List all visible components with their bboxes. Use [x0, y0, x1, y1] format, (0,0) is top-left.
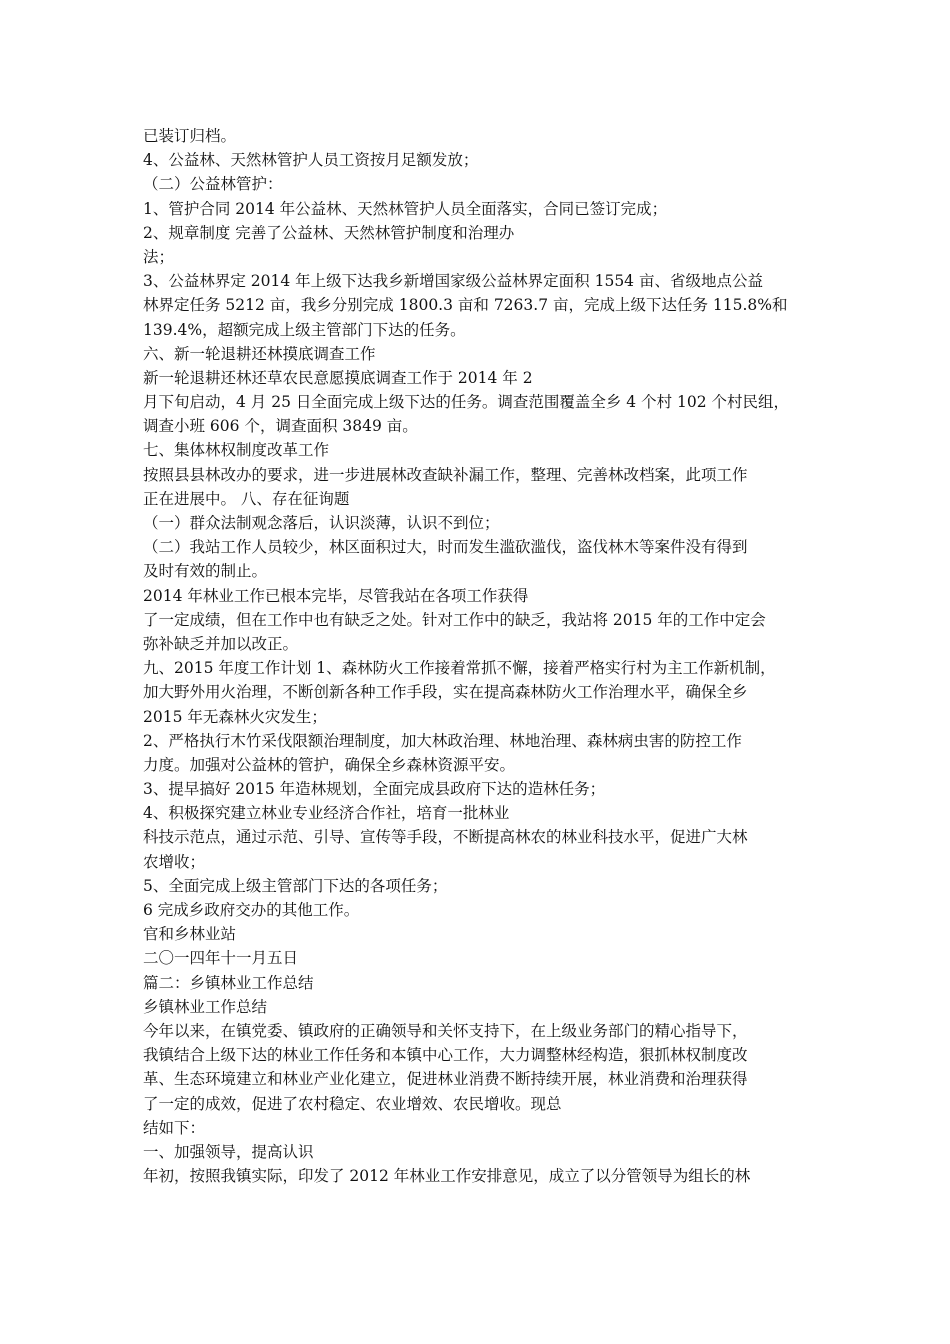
text-line: 3、公益林界定 2014 年上级下达我乡新增国家级公益林界定面积 1554 亩、省级地点公益: [143, 272, 763, 291]
text-line: 调查小班 606 个，调查面积 3849 亩。: [143, 417, 418, 436]
text-line: 乡镇林业工作总结: [143, 997, 268, 1016]
text-line: 篇二：乡镇林业工作总结: [143, 973, 314, 992]
text-line: 1、管护合同 2014 年公益林、天然林管护人员全面落实，合同已签订完成；: [143, 199, 668, 218]
text-line: 4、公益林、天然林管护人员工资按月足额发放；: [143, 151, 479, 170]
text-line: （二）我站工作人员较少，林区面积过大，时而发生滥砍滥伐，盗伐林木等案件没有得到: [143, 538, 748, 557]
text-line: 革、生态环境建立和林业产业化建立，促进林业消费不断持续开展，林业消费和治理获得: [143, 1070, 748, 1089]
text-line: 2、严格执行木竹采伐限额治理制度，加大林政治理、林地治理、森林病虫害的防控工作: [143, 731, 742, 750]
text-line: 3、提早搞好 2015 年造林规划，全面完成县政府下达的造林任务；: [143, 780, 606, 799]
text-line: 2、规章制度 完善了公益林、天然林管护制度和治理办: [143, 223, 515, 242]
text-line: 今年以来，在镇党委、镇政府的正确领导和关怀支持下，在上级业务部门的精心指导下，: [143, 1021, 748, 1040]
text-line: 九、2015 年度工作计划 1、森林防火工作接着常抓不懈，接着严格实行村为主工作新机制，: [143, 659, 776, 678]
text-line: 2015 年无森林火灾发生；: [143, 707, 327, 726]
text-line: 加大野外用火治理，不断创新各种工作手段，实在提高森林防火工作治理水平，确保全乡: [143, 683, 748, 702]
text-line: 法；: [143, 247, 175, 266]
text-line: 农增收；: [143, 852, 206, 871]
text-line: 了一定成绩，但在工作中也有缺乏之处。针对工作中的缺乏，我站将 2015 年的工作中定会: [143, 610, 766, 629]
text-line: 结如下：: [143, 1118, 206, 1137]
text-line: 林界定任务 5212 亩，我乡分别完成 1800.3 亩和 7263.7 亩，完成上级下达任务 115.8%和: [143, 296, 788, 315]
text-line: 弥补缺乏并加以改正。: [143, 634, 299, 653]
text-line: 已装订归档。: [143, 127, 237, 145]
document-body: [143, 124, 813, 1188]
text-line: （二）公益林管护：: [143, 175, 283, 194]
text-line: 了一定的成效，促进了农村稳定、农业增效、农民增收。现总: [143, 1094, 562, 1113]
text-line: 正在进展中。 八、存在征询题: [143, 489, 350, 508]
text-line: 科技示范点，通过示范、引导、宣传等手段，不断提高林农的林业科技水平，促进广大林: [143, 828, 748, 847]
text-line: 七、集体林权制度改革工作: [143, 441, 330, 460]
text-line: （一）群众法制观念落后，认识淡薄，认识不到位；: [143, 514, 500, 532]
text-line: 2014 年林业工作已根本完毕，尽管我站在各项工作获得: [143, 586, 529, 605]
text-line: 二〇一四年十一月五日: [143, 949, 299, 968]
text-line: 力度。加强对公益林的管护，确保全乡森林资源平安。: [143, 755, 516, 774]
text-line: 5、全面完成上级主管部门下达的各项任务；: [143, 876, 448, 895]
text-line: 及时有效的制止。: [143, 562, 268, 581]
text-line: 官和乡林业站: [143, 925, 237, 944]
text-line: 139.4%，超额完成上级主管部门下达的任务。: [143, 320, 466, 339]
text-line: 年初，按照我镇实际，印发了 2012 年林业工作安排意见，成立了以分管领导为组长的林: [143, 1167, 751, 1186]
text-line: 我镇结合上级下达的林业工作任务和本镇中心工作，大力调整林经构造，狠抓林权制度改: [143, 1046, 748, 1065]
text-line: 新一轮退耕还林还草农民意愿摸底调查工作于 2014 年 2: [143, 368, 533, 387]
text-line: 4、积极探究建立林业专业经济合作社，培育一批林业: [143, 804, 510, 823]
text-line: 六、新一轮退耕还林摸底调查工作: [143, 344, 376, 363]
text-line: 月下旬启动，4 月 25 日全面完成上级下达的任务。调查范围覆盖全乡 4 个村 102 个村民组，: [143, 393, 790, 412]
text-line: 按照县县林改办的要求，进一步进展林改查缺补漏工作，整理、完善林改档案，此项工作: [143, 465, 748, 484]
text-line: 6 完成乡政府交办的其他工作。: [143, 901, 360, 919]
text-line: 一、加强领导，提高认识: [143, 1142, 314, 1161]
